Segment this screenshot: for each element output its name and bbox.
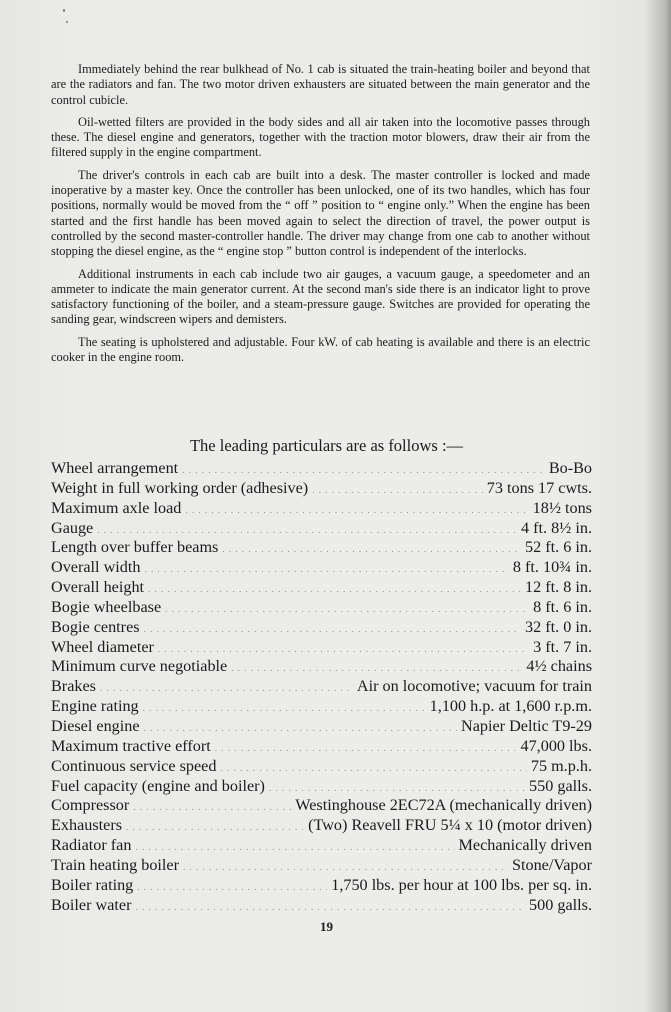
spec-value: 3 ft. 7 in. <box>533 637 592 656</box>
leader-dots <box>144 723 457 733</box>
spec-label: Engine rating <box>51 697 139 716</box>
spec-value: 550 galls. <box>529 776 592 795</box>
spec-row <box>51 777 592 797</box>
spec-value: 12 ft. 8 in. <box>525 578 592 597</box>
leader-dots <box>220 763 526 773</box>
leader-dots <box>100 683 353 693</box>
paragraph-boiler-layout: Immediately behind the rear bulkhead of No. 1 cab is situated the train-heating boiler and beyond that are the radiators and fan. The two motor driven exhausters are situated between the main generator and the control cubicle. <box>51 62 590 107</box>
leader-dots <box>185 505 528 515</box>
spec-value: 4 ft. 8½ in. <box>520 518 592 537</box>
spec-label: Length over buffer beams <box>51 538 219 557</box>
leader-dots <box>222 544 521 554</box>
spec-label: Wheel arrangement <box>51 459 179 477</box>
paper-speck <box>63 9 65 12</box>
spec-row <box>51 856 592 876</box>
spec-label: Radiator fan <box>51 836 132 855</box>
leader-dots <box>182 465 545 475</box>
spec-label: Overall height <box>51 578 145 597</box>
spec-row <box>51 757 592 777</box>
spec-label: Continuous service speed <box>51 756 217 775</box>
spec-label: Fuel capacity (engine and boiler) <box>51 776 265 795</box>
spec-label: Weight in full working order (adhesive) <box>51 478 309 497</box>
spec-label: Bogie wheelbase <box>51 597 162 616</box>
spec-row <box>51 558 592 578</box>
spec-value: Westinghouse 2EC72A (mechanically driven) <box>295 796 592 815</box>
spec-value: Napier Deltic T9-29 <box>461 716 592 735</box>
spec-value: 32 ft. 0 in. <box>525 617 592 636</box>
spec-value: 47,000 lbs. <box>520 736 592 755</box>
spec-value: 4½ chains <box>526 657 592 676</box>
spec-row <box>51 499 592 519</box>
spec-label: Train heating boiler <box>51 855 179 874</box>
leader-dots <box>143 703 426 713</box>
spec-row <box>51 538 592 558</box>
spec-value: 500 galls. <box>529 895 592 914</box>
leader-dots <box>165 604 529 614</box>
specs-heading: The leading particulars are as follows :— <box>189 436 464 455</box>
spec-row <box>51 459 592 479</box>
leader-dots <box>133 802 291 812</box>
body-text <box>51 62 590 372</box>
spec-value: 8 ft. 6 in. <box>533 597 592 616</box>
spec-label: Boiler rating <box>51 875 134 894</box>
leader-dots <box>148 584 521 594</box>
spec-row <box>51 717 592 737</box>
spec-row <box>51 638 592 658</box>
spec-label: Diesel engine <box>51 716 140 735</box>
leader-dots <box>97 525 517 535</box>
spec-row <box>51 737 592 757</box>
leader-dots <box>215 743 517 753</box>
spec-value: Bo-Bo <box>548 459 592 477</box>
spec-row <box>51 896 592 916</box>
paragraph-filters: Oil-wetted filters are provided in the body sides and all air taken into the locomotive passes through these. The diesel engine and generators, together with the traction motor blowers, draw their air from the filtered supply in the engine compartment. <box>51 114 590 160</box>
paragraph-instruments: Additional instruments in each cab include two air gauges, a vacuum gauge, a speedometer and an ammeter to indicate the main generator current. At the second man's side there is an indicator light to prove satisfactory functioning of the boiler, and a steam-pressure gauge. Switches are provided for operating the sanding gear, windscreen wipers and demisters. <box>51 266 590 327</box>
spec-row <box>51 657 592 677</box>
spec-row <box>51 618 592 638</box>
spec-value: Stone/Vapor <box>511 855 592 874</box>
spec-row <box>51 697 592 717</box>
spec-row <box>51 876 592 896</box>
spec-label: Maximum tractive effort <box>51 736 211 755</box>
spec-row <box>51 677 592 697</box>
spec-row <box>51 816 592 836</box>
leader-dots <box>135 902 525 912</box>
spec-label: Boiler water <box>51 895 132 914</box>
leader-dots <box>126 822 304 832</box>
spec-value: 73 tons 17 cwts. <box>486 478 592 497</box>
leader-dots <box>269 783 525 793</box>
leader-dots <box>135 842 454 852</box>
spec-value: 18½ tons <box>532 498 592 517</box>
leader-dots <box>144 624 521 634</box>
spec-row <box>51 836 592 856</box>
spec-label: Overall width <box>51 558 141 577</box>
spec-label: Gauge <box>51 518 94 537</box>
spec-label: Wheel diameter <box>51 637 154 656</box>
spec-label: Exhausters <box>51 816 123 835</box>
specs-table <box>51 459 592 915</box>
spec-row <box>51 479 592 499</box>
paragraph-driver-controls: The driver's controls in each cab are built into a desk. The master controller is locked and made inoperative by a master key. Once the controller has been unlocked, one of its two handles, which has four positions, normally would be moved from the “ off ” position to “ engine only.” When the engine has been started and the first handle has been moved again to select the direction of travel, the power output is controlled by the second master-controller handle. The driver may change from one cab to another without stopping the diesel engine, as the “ engine stop ” button control is independent of the interlocks. <box>51 167 590 259</box>
spec-row <box>51 598 592 618</box>
page-number: 19 <box>320 919 333 934</box>
spec-value: (Two) Reavell FRU 5¼ x 10 (motor driven) <box>308 816 592 835</box>
paragraph-seating: The seating is upholstered and adjustable. Four kW. of cab heating is available and there is an electric cooker in the engine room. <box>51 334 590 365</box>
spec-value: Mechanically driven <box>458 836 592 855</box>
spec-value: 75 m.p.h. <box>530 756 592 775</box>
leader-dots <box>183 862 508 872</box>
spec-label: Brakes <box>51 677 96 696</box>
spec-row <box>51 578 592 598</box>
spec-value: Air on locomotive; vacuum for train <box>356 677 592 696</box>
spec-value: 8 ft. 10¾ in. <box>512 558 592 577</box>
spec-row <box>51 519 592 539</box>
spec-row <box>51 796 592 816</box>
spec-value: 1,750 lbs. per hour at 100 lbs. per sq. in. <box>331 875 592 894</box>
leader-dots <box>144 564 508 574</box>
leader-dots <box>231 663 522 673</box>
spec-label: Bogie centres <box>51 617 140 636</box>
leader-dots <box>312 485 483 495</box>
spec-value: 52 ft. 6 in. <box>525 538 592 557</box>
spec-label: Minimum curve negotiable <box>51 657 228 676</box>
leader-dots <box>137 882 327 892</box>
leader-dots <box>158 644 529 654</box>
spec-label: Compressor <box>51 796 130 815</box>
spec-value: 1,100 h.p. at 1,600 r.p.m. <box>429 697 592 716</box>
spec-label: Maximum axle load <box>51 498 182 517</box>
paper-speck <box>66 21 68 23</box>
